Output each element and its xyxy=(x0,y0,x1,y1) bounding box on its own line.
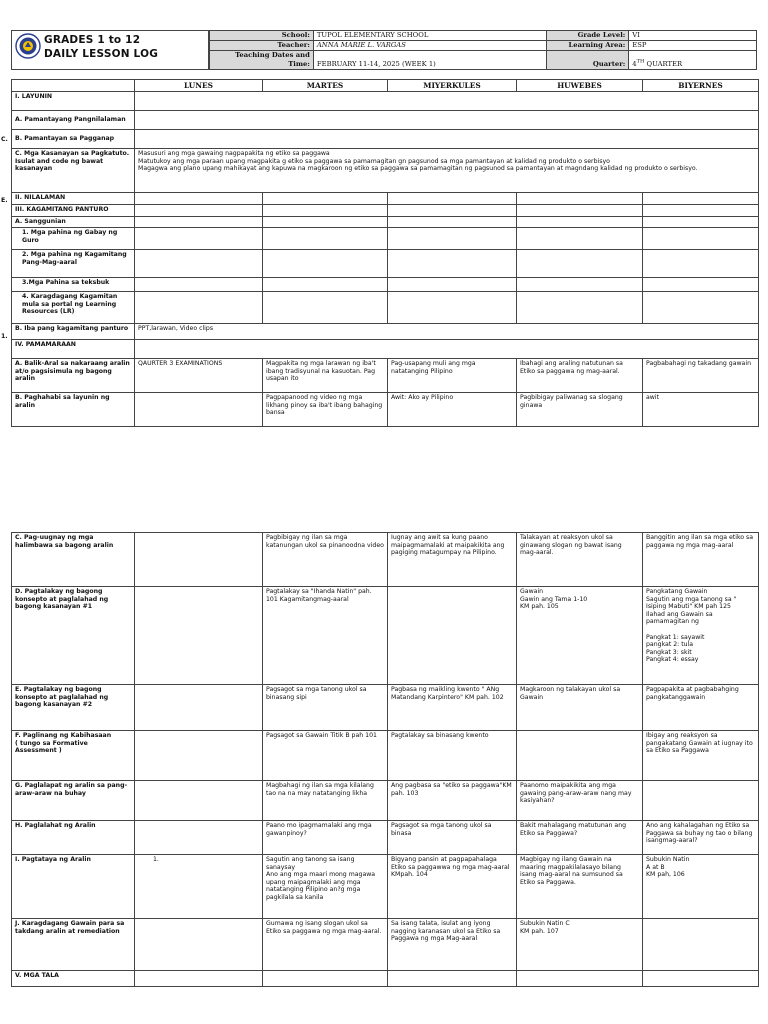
row-label-paglinang: F. Paglinang ng Kabihasaan ( tungo sa Formative Assessment ) xyxy=(12,731,135,781)
mga-tala-biyernes xyxy=(643,971,759,987)
mga-tala-huwebes xyxy=(517,971,643,987)
row-label-pamamaraan: IV. PAMAMARAAN xyxy=(12,340,135,359)
paghahabi-biyernes: awit xyxy=(643,393,759,427)
dates-value: FEBRUARY 11-14, 2025 (WEEK 1) xyxy=(313,51,547,70)
gabay-cell xyxy=(388,228,517,250)
page-title xyxy=(44,33,158,61)
paghahabi-huwebes: Pagbibigay paliwanag sa slogang ginawa xyxy=(517,393,643,427)
dates-label xyxy=(210,51,314,70)
lr-cell xyxy=(643,292,759,324)
row-label-sanggunian: A. Sanggunian xyxy=(12,217,135,228)
nilalaman-cell xyxy=(388,193,517,205)
row-label-nilalaman: II. NILALAMAN xyxy=(12,193,135,205)
quarter-number: 4 xyxy=(632,60,637,68)
paglalapat-biyernes xyxy=(643,781,759,821)
row-label-paglalapat: G. Paglalapat ng aralin sa pang-araw-araw na buhay xyxy=(12,781,135,821)
row-label-kasanayan: C. Mga Kasanayan sa Pagkatuto. Isulat and code ng bawat kasanayan xyxy=(12,149,135,193)
teksbuk-cell xyxy=(643,278,759,292)
sanggunian-cell xyxy=(643,217,759,228)
row-label-kagamitang-pang-mag-aaral: 2. Mga pahina ng Kagamitang Pang-Mag-aaral xyxy=(12,250,135,278)
pag-uugnay-biyernes: Banggitin ang ilan sa mga etiko sa paggawa ng mga mag-aaral xyxy=(643,533,759,587)
teacher-label: Teacher: xyxy=(210,41,314,51)
day-header-miyerkules: MIYERKULES xyxy=(388,80,517,92)
gabay-cell xyxy=(263,228,388,250)
karagdagang-gawain-miyerkules: Sa isang talata, isulat ang iyong nagging karanasan ukol sa Etiko sa Paggawa ng mga Mag-aaral xyxy=(388,919,517,971)
nilalaman-cell xyxy=(517,193,643,205)
day-header-lunes: LUNES xyxy=(135,80,263,92)
kasanayan-line-3: Magagwa ang plano upang mahikayat ang kapuwa na magkaroon ng etiko sa paggawa sa pamamagitan ng pagsunod sa pamantayan at magndang kalidad ng produkto o serbisyo. xyxy=(138,165,698,173)
pagtalakay-1-lunes xyxy=(135,587,263,685)
lm-cell xyxy=(135,250,263,278)
paglalapat-martes: Magbahagi ng ilan sa mga kilalang tao na na may natatanging likha xyxy=(263,781,388,821)
paghahabi-lunes xyxy=(135,393,263,427)
paglinang-martes: Pagsagot sa Gawain Titik B pah 101 xyxy=(263,731,388,781)
teksbuk-cell xyxy=(135,278,263,292)
row-label-mga-tala: V. MGA TALA xyxy=(12,971,135,987)
balik-aral-biyernes: Pagbabahagi ng takadang gawain xyxy=(643,359,759,393)
paglalahat-lunes xyxy=(135,821,263,855)
lr-cell xyxy=(135,292,263,324)
paglalahat-miyerkules: Pagsagot sa mga tanong ukol sa binasa xyxy=(388,821,517,855)
kagamitang-cell xyxy=(643,205,759,217)
row-label-pamantayan-sa-pagganap: B. Pamantayan sa Pagganap xyxy=(12,130,135,149)
teacher-value: ANNA MARIE L. VARGAS xyxy=(313,41,547,51)
school-label: School: xyxy=(210,31,314,41)
mga-tala-lunes xyxy=(135,971,263,987)
pamantayang-pangnilalaman-content xyxy=(135,111,759,130)
title-line-2: DAILY LESSON LOG xyxy=(44,48,159,60)
pagtalakay-2-miyerkules: Pagbasa ng maikling kwento " ANg Matandang Karpintero" KM pah. 102 xyxy=(388,685,517,731)
kagamitang-cell xyxy=(135,205,263,217)
row-label-pamantayang-pangnilalaman: A. Pamantayang Pangnilalaman xyxy=(12,111,135,130)
corner-cell xyxy=(12,80,135,92)
margin-mark-c: C. xyxy=(1,136,8,143)
lm-cell xyxy=(643,250,759,278)
sanggunian-cell xyxy=(517,217,643,228)
day-header-huwebes: HUWEBES xyxy=(517,80,643,92)
quarter-word: QUARTER xyxy=(646,60,683,68)
margin-mark-e: E. xyxy=(1,197,8,204)
karagdagang-gawain-martes: Gumawa ng isang slogan ukol sa Etiko sa paggawa ng mga mag-aaral. xyxy=(263,919,388,971)
pagtataya-biyernes: Subukin Natin A at B KM pah, 106 xyxy=(643,855,759,919)
sanggunian-cell xyxy=(263,217,388,228)
day-header-biyernes: BIYERNES xyxy=(643,80,759,92)
row-label-balik-aral: A. Balik-Aral sa nakaraang aralin at/o pagsisimula ng bagong aralin xyxy=(12,359,135,393)
paglinang-miyerkules: Pagtalakay sa binasang kwento xyxy=(388,731,517,781)
paghahabi-martes: Pagpapanood ng video ng mga likhang pinoy sa iba't ibang bahaging bansa xyxy=(263,393,388,427)
row-label-pagtalakay-2: E. Pagtalakay ng bagong konsepto at paglalahad ng bagong kasanayan #2 xyxy=(12,685,135,731)
pag-uugnay-martes: Pagbibigay ng ilan sa mga katanungan ukol sa pinanoodna video xyxy=(263,533,388,587)
info-table xyxy=(209,30,757,70)
pagtalakay-2-huwebes: Magkaroon ng talakayan ukol sa Gawain xyxy=(517,685,643,731)
row-label-iba-pang-kagamitan: B. Iba pang kagamitang panturo xyxy=(12,324,135,340)
kasanayan-line-2: Matutukoy ang mga paraan upang magpakita g etiko sa paggawa sa pamamagitan gn pagsunod sa mga pamantayan at kalidad ng produkto o serbisyo xyxy=(138,157,610,165)
lr-cell xyxy=(517,292,643,324)
iba-pang-kagamitan-value: PPT,larawan, Video clips xyxy=(135,324,759,340)
area-label: Learning Area: xyxy=(547,41,629,51)
paglalahat-martes: Paano mo ipagmamalaki ang mga gawanpinoy? xyxy=(263,821,388,855)
row-label-pagtalakay-1: D. Pagtalakay ng bagong konsepto at paglalahad ng bagong kasanayan #1 xyxy=(12,587,135,685)
row-label-karagdagang-gawain: J. Karagdagang Gawain para sa takdang aralin at remediation xyxy=(12,919,135,971)
pagtataya-huwebes: Magbigay ng ilang Gawain na maaring magpakilalasayo bilang isang mag-aaral na sumsunod sa Etiko sa Paggawa. xyxy=(517,855,643,919)
row-label-gabay: 1. Mga pahina ng Gabay ng Guro xyxy=(12,228,135,250)
lesson-log-table-bottom xyxy=(11,532,759,987)
pagtalakay-2-biyernes: Pagpapakita at pagbabahging pangkatanggawain xyxy=(643,685,759,731)
paglalahat-biyernes: Ano ang kahalagahan ng Etiko sa Paggawa sa buhay ng tao o bilang isangmag-aaral? xyxy=(643,821,759,855)
pagtalakay-2-lunes xyxy=(135,685,263,731)
nilalaman-cell xyxy=(135,193,263,205)
karagdagang-gawain-biyernes xyxy=(643,919,759,971)
grade-label: Grade Level: xyxy=(547,31,629,41)
row-label-pag-uugnay: C. Pag-uugnay ng mga halimbawa sa bagong aralin xyxy=(12,533,135,587)
paglalapat-lunes xyxy=(135,781,263,821)
margin-mark-1: 1. xyxy=(1,333,8,340)
paglinang-lunes xyxy=(135,731,263,781)
mga-tala-miyerkules xyxy=(388,971,517,987)
balik-aral-huwebes: Ibahagi ang araling natutunan sa Etiko sa paggawa ng mag-aaral. xyxy=(517,359,643,393)
lm-cell xyxy=(388,250,517,278)
deped-seal-icon xyxy=(15,33,41,59)
gabay-cell xyxy=(135,228,263,250)
lr-cell xyxy=(263,292,388,324)
paghahabi-miyerkules: Awit: Ako ay Pilipino xyxy=(388,393,517,427)
pagtalakay-2-martes: Pagsagot sa mga tanong ukol sa binasang sipi xyxy=(263,685,388,731)
sanggunian-cell xyxy=(135,217,263,228)
grade-value: VI xyxy=(629,31,757,41)
pagtalakay-1-huwebes: Gawain Gawin ang Tama 1-10 KM pah. 105 xyxy=(517,587,643,685)
kagamitang-cell xyxy=(388,205,517,217)
lr-cell xyxy=(388,292,517,324)
lm-cell xyxy=(517,250,643,278)
quarter-suffix: TH xyxy=(636,58,645,65)
row-label-layunin: I. LAYUNIN xyxy=(12,92,135,111)
paglalahat-huwebes: Bakit mahalagang matutunan ang Etiko sa Paggawa? xyxy=(517,821,643,855)
row-label-kagamitang-panturo: III. KAGAMITANG PANTURO xyxy=(12,205,135,217)
paglalapat-miyerkules: Ang pagbasa sa "etiko sa paggawa"KM pah. 103 xyxy=(388,781,517,821)
pagtataya-lunes: 1. xyxy=(135,855,263,919)
pagtataya-miyerkules: Bigyang pansin at pagpapahalaga Etiko sa paggawwa ng mga mag-aaral KMpah. 104 xyxy=(388,855,517,919)
gabay-cell xyxy=(517,228,643,250)
dates-label-line-1: Teaching Dates and xyxy=(235,51,310,59)
quarter-label: Quarter: xyxy=(547,51,629,70)
gabay-cell xyxy=(643,228,759,250)
teksbuk-cell xyxy=(263,278,388,292)
school-value: TUPOL ELEMENTARY SCHOOL xyxy=(313,31,547,41)
quarter-value xyxy=(629,51,757,70)
row-label-teksbuk: 3.Mga Pahina sa teksbuk xyxy=(12,278,135,292)
pag-uugnay-miyerkules: Iugnay ang awit sa kung paano maipagmamalaki at maipakikita ang pagiging matagumpay na Pilipino. xyxy=(388,533,517,587)
kagamitang-cell xyxy=(517,205,643,217)
lesson-log-table-top xyxy=(11,79,759,427)
row-label-paglalahat: H. Paglalahat ng Aralin xyxy=(12,821,135,855)
balik-aral-miyerkules: Pag-usapang muli ang mga natatanging Pilipino xyxy=(388,359,517,393)
pagtalakay-1-miyerkules xyxy=(388,587,517,685)
pag-uugnay-huwebes: Talakayan at reaksyon ukol sa ginawang slogan ng bawat isang mag-aaral. xyxy=(517,533,643,587)
pagtataya-martes: Sagutin ang tanong sa isang sanaysay Ano ang mga maari mong magawa upang maipagmalaki ang mga natatanging Pilipino an?g mga pagkilala sa kanila xyxy=(263,855,388,919)
paglinang-biyernes: Ibigay ang reaksyon sa pangakatang Gawain at iugnay ito sa Etiko sa Paggawa xyxy=(643,731,759,781)
area-value: ESP xyxy=(629,41,757,51)
paglalapat-huwebes: Paanomo maipakikita ang mga gawaing pang-araw-araw nang may kasiyahan? xyxy=(517,781,643,821)
nilalaman-cell xyxy=(643,193,759,205)
row-label-pagtataya: I. Pagtataya ng Aralin xyxy=(12,855,135,919)
pagtalakay-1-biyernes: Pangkatang Gawain Sagutin ang mga tanong sa " Isiping Mabuti" KM pah 125 Ilahad ang Gawain sa pamamagitan ng Pangkat 1: sayawit pangkat 2: tula Pangkat 3: skit Pangkat 4: essay xyxy=(643,587,759,685)
paglinang-huwebes xyxy=(517,731,643,781)
karagdagang-gawain-huwebes: Subukin Natin C KM pah. 107 xyxy=(517,919,643,971)
dates-label-line-2: Time: xyxy=(288,60,310,68)
layunin-content xyxy=(135,92,759,111)
day-header-martes: MARTES xyxy=(263,80,388,92)
title-line-1: GRADES 1 to 12 xyxy=(44,34,141,46)
mga-tala-martes xyxy=(263,971,388,987)
pamantayan-sa-pagganap-content xyxy=(135,130,759,149)
lm-cell xyxy=(263,250,388,278)
kasanayan-content xyxy=(135,149,759,193)
teksbuk-cell xyxy=(517,278,643,292)
pagtalakay-1-martes: Pagtalakay sa "Ihanda Natin" pah. 101 Kagamitangmag-aaral xyxy=(263,587,388,685)
pag-uugnay-lunes xyxy=(135,533,263,587)
pamamaraan-content xyxy=(135,340,759,359)
karagdagang-gawain-lunes xyxy=(135,919,263,971)
balik-aral-lunes: QAURTER 3 EXAMINATIONS xyxy=(135,359,263,393)
kasanayan-line-1: Masusuri ang mga gawaing nagpapakita ng etiko sa paggawa xyxy=(138,150,330,157)
row-label-karagdagang-kagamitan: 4. Karagdagang Kagamitan mula sa portal ng Learning Resources (LR) xyxy=(12,292,135,324)
teksbuk-cell xyxy=(388,278,517,292)
kagamitang-cell xyxy=(263,205,388,217)
row-label-paghahabi: B. Paghahabi sa layunin ng aralin xyxy=(12,393,135,427)
balik-aral-martes: Magpakita ng mga larawan ng iba't ibang tradisyunal na kasuotan. Pag usapan ito xyxy=(263,359,388,393)
nilalaman-cell xyxy=(263,193,388,205)
sanggunian-cell xyxy=(388,217,517,228)
